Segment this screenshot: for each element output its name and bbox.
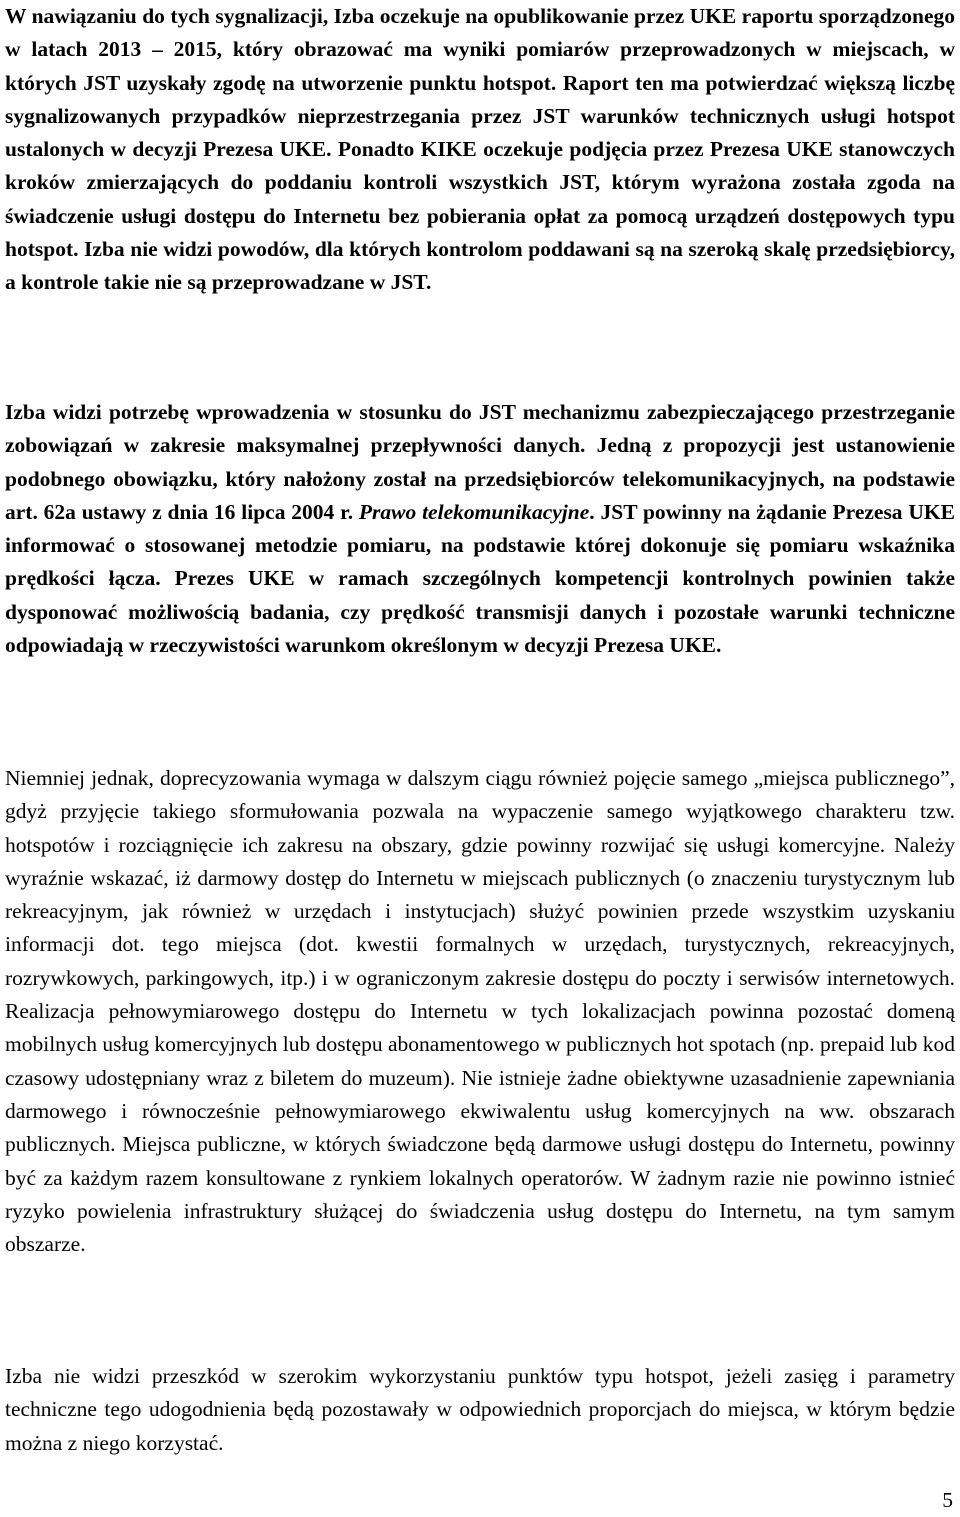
paragraph-speed-mechanism-text-1: Izba widzi potrzebę wprowadzenia w stosunku do JST mechanizmu zabezpieczającego przestrzeganie zobowiązań w zakresie maksymalnej przepływności danych. Jedną z propozycji jest ustanowienie podobnego obowiązku, który nałożony został na przedsiębiorców telekomunikacyjnych, na podstawie art. 62a ustawy z dnia 16 lipca 2004 r.: [5, 400, 955, 524]
paragraph-speed-mechanism: [5, 396, 955, 662]
law-title-italic: Prawo telekomunikacyjne: [358, 499, 590, 524]
paragraph-public-place-definition: Niemniej jednak, doprecyzowania wymaga w dalszym ciągu również pojęcie samego „miejsca publicznego”, gdyż przyjęcie takiego sformułowania pozwala na wypaczenie samego wyjątkowego charakteru tzw. hotspotów i rozciągnięcie ich zakresu na obszary, gdzie powinny rozwijać się usługi komercyjne. Należy wyraźnie wskazać, iż darmowy dostęp do Internetu w miejscach publicznych (o znaczeniu turystycznym lub rekreacyjnym, jak również w urzędach i instytucjach) służyć powinien przede wszystkim uzyskaniu informacji dot. tego miejsca (dot. kwestii formalnych w urzędach, turystycznych, rekreacyjnych, rozrywkowych, parkingowych, itp.) i w ograniczonym zakresie dostępu do poczty i serwisów internetowych. Realizacja pełnowymiarowego dostępu do Internetu w tych lokalizacjach powinna pozostać domeną mobilnych usług komercyjnych lub dostępu abonamentowego w publicznych hot spotach (np. prepaid lub kod czasowy udostępniany wraz z biletem do muzeum). Nie istnieje żadne obiektywne uzasadnienie zapewniania darmowego i równocześnie pełnowymiarowego ekwiwalentu usług komercyjnych na ww. obszarach publicznych. Miejsca publiczne, w których świadczone będą darmowe usługi dostępu do Internetu, powinny być za każdym razem konsultowane z rynkiem lokalnych operatorów. W żadnym razie nie powinno istnieć ryzyko powielenia infrastruktury służącej do świadczenia usług dostępu do Internetu, na tym samym obszarze.: [5, 766, 955, 1257]
page-number: 5: [942, 1488, 953, 1512]
paragraph-hotspot-usage: Izba nie widzi przeszkód w szerokim wykorzystaniu punktów typu hotspot, jeżeli zasięg i parametry techniczne tego udogodnienia będą pozostawały w odpowiednich proporcjach do miejsca, w którym będzie można z niego korzystać.: [5, 1364, 955, 1455]
paragraph-speed-mechanism-text-2: . JST powinny na żądanie Prezesa UKE informować o stosowanej metodzie pomiaru, na podstawie której dokonuje się pomiaru wskaźnika prędkości łącza. Prezes UKE w ramach szczególnych kompetencji kontrolnych powinien także dysponować możliwością badania, czy prędkość transmisji danych i pozostałe warunki techniczne odpowiadają w rzeczywistości warunkom określonym w decyzji Prezesa UKE.: [5, 499, 955, 658]
paragraph-uke-report: W nawiązaniu do tych sygnalizacji, Izba oczekuje na opublikowanie przez UKE raportu sporządzonego w latach 2013 – 2015, który obrazować ma wyniki pomiarów przeprowadzonych w miejscach, w których JST uzyskały zgodę na utworzenie punktu hotspot. Raport ten ma potwierdzać większą liczbę sygnalizowanych przypadków nieprzestrzegania przez JST warunków technicznych usługi hotspot ustalonych w decyzji Prezesa UKE. Ponadto KIKE oczekuje podjęcia przez Prezesa UKE stanowczych kroków zmierzających do poddaniu kontroli wszystkich JST, którym wyrażona została zgoda na świadczenie usługi dostępu do Internetu bez pobierania opłat za pomocą urządzeń dostępowych typu hotspot. Izba nie widzi powodów, dla których kontrolom poddawani są na szeroką skalę przedsiębiorcy, a kontrole takie nie są przeprowadzane w JST.: [5, 4, 955, 295]
